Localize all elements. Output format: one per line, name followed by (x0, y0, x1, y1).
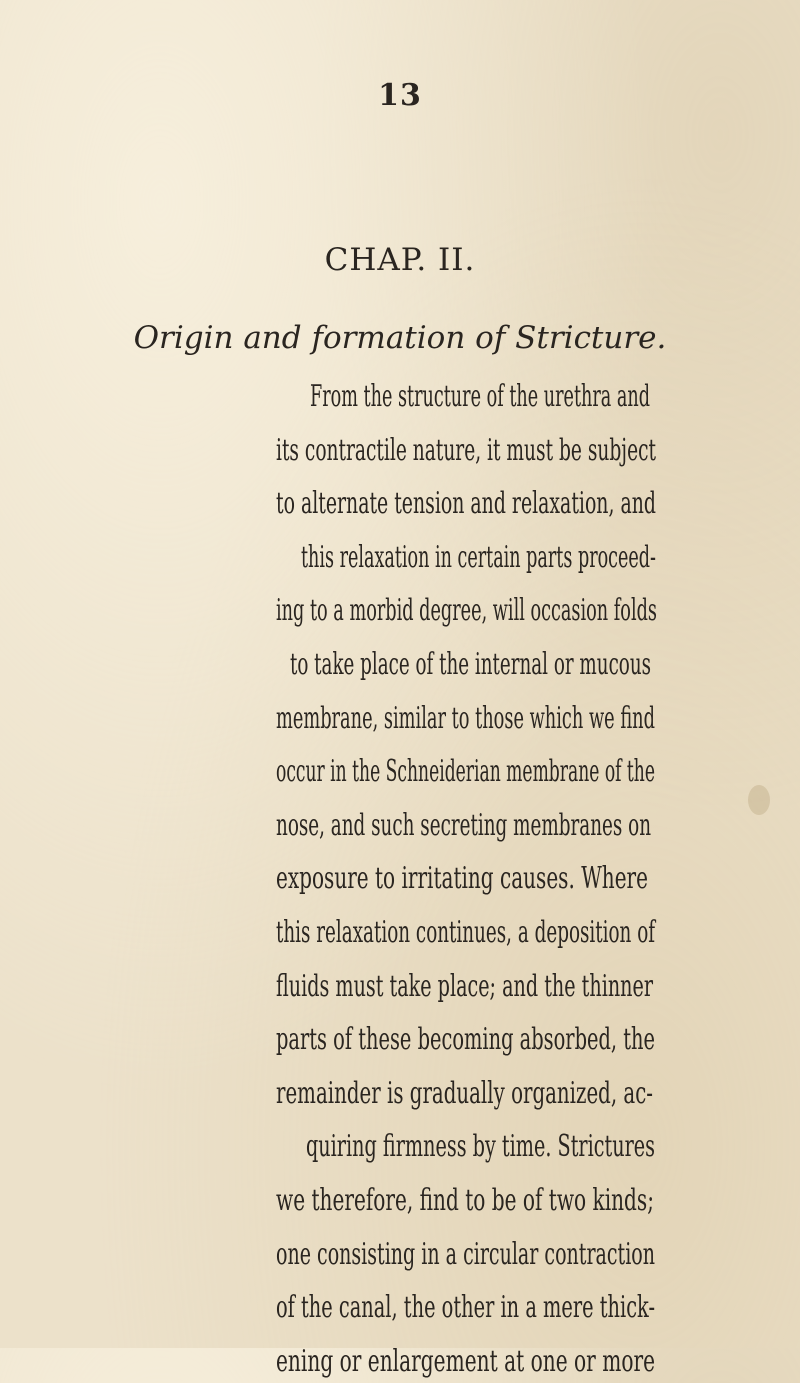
text-line: ening or enlargement at one or more (276, 1343, 656, 1379)
text-line: to take place of the internal or mucous (290, 647, 652, 682)
text-line: this relaxation continues, a deposition of (276, 915, 656, 950)
text-line: parts of these becoming absorbed, the (276, 1022, 655, 1058)
paper-stain (748, 785, 770, 815)
text-line: one consisting in a circular contraction (276, 1236, 656, 1272)
page-number: 13 (378, 78, 422, 113)
text-line: membrane, similar to those which we find (276, 700, 655, 736)
chapter-heading: CHAP. II. (324, 242, 476, 278)
text-line: occur in the Schneiderian membrane of the (276, 754, 655, 790)
text-line: its contractile nature, it must be subject (276, 432, 657, 468)
text-line: fluids must take place; and the thinner (276, 968, 653, 1004)
chapter-subtitle: Origin and formation of Stricture. (133, 320, 667, 356)
text-line: exposure to irritating causes. Where (276, 861, 648, 897)
text-line: nose, and such secreting membranes on (276, 807, 652, 843)
text-line: quiring firmness by time. Strictures (306, 1129, 656, 1165)
text-line: this relaxation in certain parts proceed- (301, 539, 656, 575)
text-line: of the canal, the other in a mere thick- (276, 1290, 655, 1326)
text-line: ing to a morbid degree, will occasion folds (276, 593, 657, 629)
text-line: we therefore, find to be of two kinds; (276, 1183, 654, 1218)
text-line: remainder is gradually organized, ac- (276, 1075, 653, 1111)
text-line: From the structure of the urethra and (310, 379, 651, 414)
text-line: to alternate tension and relaxation, and (276, 486, 656, 522)
